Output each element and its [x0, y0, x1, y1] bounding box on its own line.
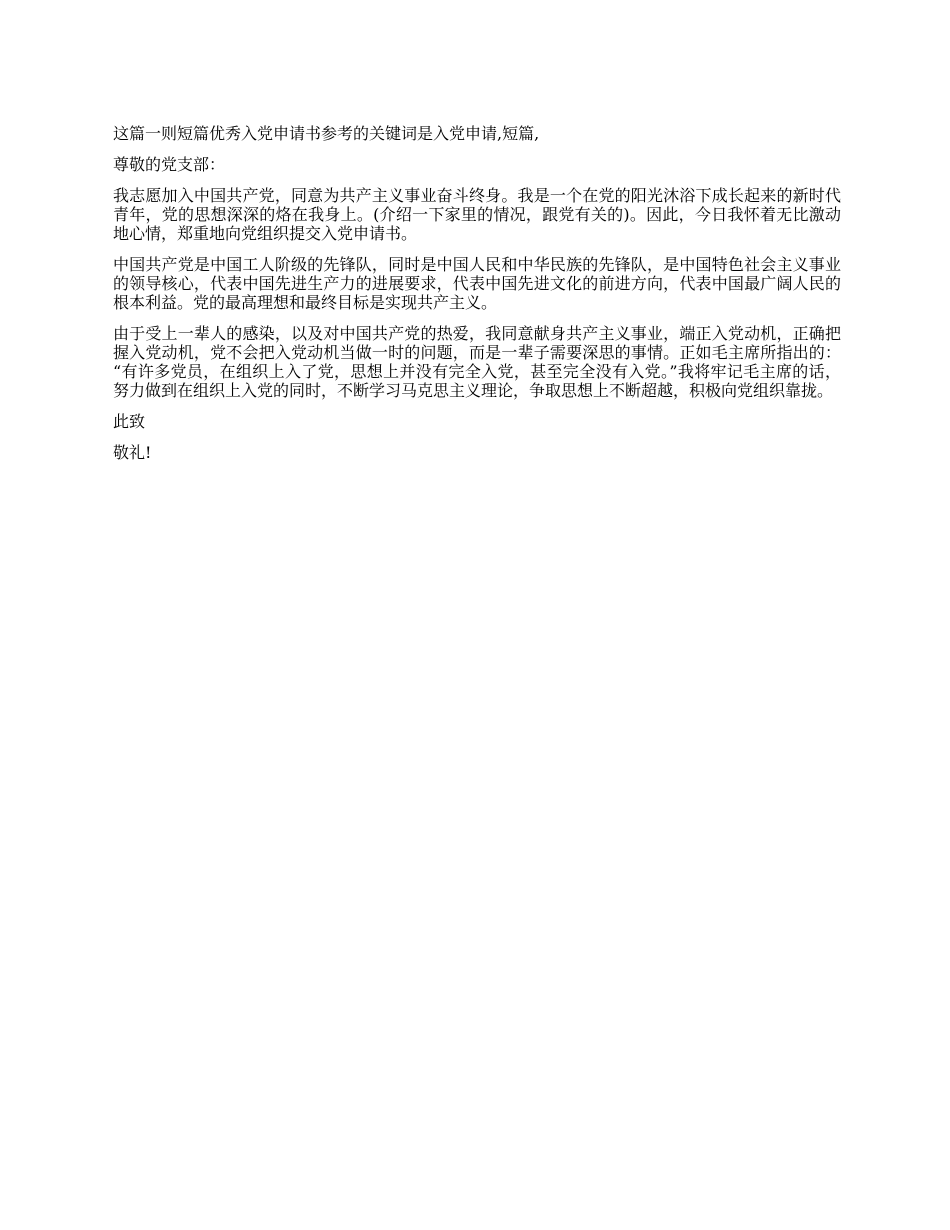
closing-line-2: 敬礼! — [113, 443, 152, 462]
body-paragraph-3: 由于受上一辈人的感染，以及对中国共产党的热爱，我同意献身共产主义事业，端正入党动机，正确把握入党动机，党不会把入党动机当做一时的问题，而是一辈子需要深思的事情。正如毛主席所指出的：“有许多党员，在组织上入了党，思想上并没有完全入党，甚至完全没有入党。”我将牢记毛主席的话，努力做到在组织上入党的同时，不断学习马克思主义理论，争取思想上不断超越，积极向党组织靠拢。 — [113, 324, 841, 400]
salutation: 尊敬的党支部： — [113, 155, 226, 174]
intro-keywords-line: 这篇一则短篇优秀入党申请书参考的关键词是入党申请,短篇, — [113, 124, 540, 143]
body-paragraph-2: 中国共产党是中国工人阶级的先锋队，同时是中国人民和中华民族的先锋队，是中国特色社会主义事业的领导核心，代表中国先进生产力的进展要求，代表中国先进文化的前进方向，代表中国最广阔人民的根本利益。党的最高理想和最终目标是实现共产主义。 — [113, 255, 841, 312]
closing-line-1: 此致 — [113, 412, 146, 431]
body-paragraph-1: 我志愿加入中国共产党，同意为共产主义事业奋斗终身。我是一个在党的阳光沐浴下成长起来的新时代青年，党的思想深深的烙在我身上。(介绍一下家里的情况，跟党有关的)。因此，今日我怀着无比激动地心情，郑重地向党组织提交入党申请书。 — [113, 186, 841, 243]
document-body — [113, 124, 841, 474]
